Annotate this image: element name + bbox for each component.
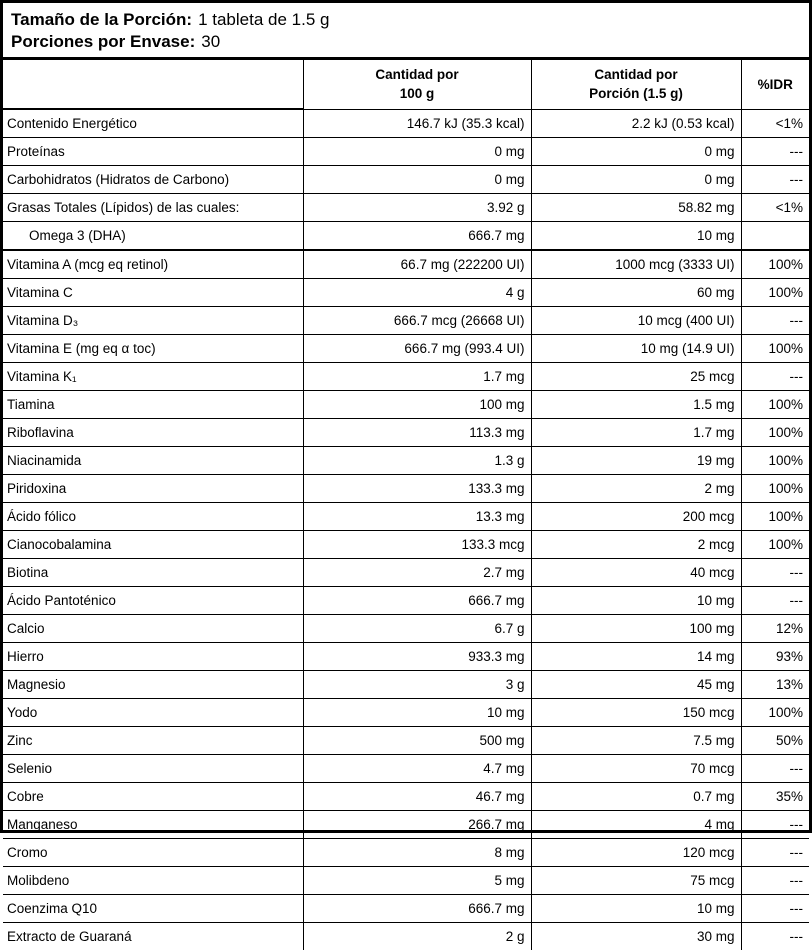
row-idr-percent: --- (741, 138, 809, 166)
row-idr-percent: --- (741, 867, 809, 895)
table-row (3, 391, 809, 419)
row-amount-per-100g: 6.7 g (303, 615, 531, 643)
row-amount-per-100g: 666.7 mg (303, 895, 531, 923)
row-amount-per-100g: 100 mg (303, 391, 531, 419)
nutrition-table (3, 60, 809, 950)
table-row (3, 727, 809, 755)
row-nutrient-name: Vitamina E (mg eq α toc) (3, 335, 303, 363)
row-nutrient-name: Coenzima Q10 (3, 895, 303, 923)
table-row (3, 250, 809, 279)
row-amount-per-100g: 666.7 mg (303, 222, 531, 251)
row-amount-per-portion: 1000 mcg (3333 UI) (531, 250, 741, 279)
column-header-per-portion-line1: Cantidad por (532, 65, 741, 84)
table-body (3, 109, 809, 950)
table-row (3, 447, 809, 475)
row-amount-per-portion: 10 mg (14.9 UI) (531, 335, 741, 363)
row-nutrient-name: Omega 3 (DHA) (3, 222, 303, 251)
row-amount-per-portion: 10 mcg (400 UI) (531, 307, 741, 335)
row-amount-per-100g: 2.7 mg (303, 559, 531, 587)
row-amount-per-portion: 10 mg (531, 587, 741, 615)
row-nutrient-name: Yodo (3, 699, 303, 727)
row-amount-per-100g: 133.3 mg (303, 475, 531, 503)
row-amount-per-100g: 8 mg (303, 839, 531, 867)
row-amount-per-100g: 146.7 kJ (35.3 kcal) (303, 109, 531, 138)
row-amount-per-portion: 7.5 mg (531, 727, 741, 755)
table-row (3, 531, 809, 559)
row-nutrient-name: Proteínas (3, 138, 303, 166)
table-header-row (3, 60, 809, 109)
row-nutrient-name: Magnesio (3, 671, 303, 699)
table-row (3, 699, 809, 727)
row-amount-per-portion: 10 mg (531, 895, 741, 923)
table-row (3, 615, 809, 643)
row-idr-percent: 100% (741, 250, 809, 279)
row-nutrient-name: Hierro (3, 643, 303, 671)
table-row (3, 475, 809, 503)
row-amount-per-100g: 666.7 mg (303, 587, 531, 615)
row-amount-per-portion: 1.5 mg (531, 391, 741, 419)
row-amount-per-portion: 2.2 kJ (0.53 kcal) (531, 109, 741, 138)
row-amount-per-portion: 2 mg (531, 475, 741, 503)
row-amount-per-portion: 4 mg (531, 811, 741, 839)
row-idr-percent: 100% (741, 279, 809, 307)
row-idr-percent: --- (741, 839, 809, 867)
column-header-per-portion (531, 60, 741, 109)
row-amount-per-100g: 5 mg (303, 867, 531, 895)
row-idr-percent: 100% (741, 699, 809, 727)
row-idr-percent: 100% (741, 531, 809, 559)
table-row (3, 755, 809, 783)
row-amount-per-100g: 266.7 mg (303, 811, 531, 839)
row-amount-per-portion: 0.7 mg (531, 783, 741, 811)
row-amount-per-portion: 0 mg (531, 166, 741, 194)
row-nutrient-name: Ácido fólico (3, 503, 303, 531)
column-header-nutrient (3, 60, 303, 109)
row-nutrient-name: Zinc (3, 727, 303, 755)
row-amount-per-portion: 1.7 mg (531, 419, 741, 447)
row-amount-per-portion: 75 mcg (531, 867, 741, 895)
row-nutrient-name: Cianocobalamina (3, 531, 303, 559)
row-nutrient-name: Vitamina D₃ (3, 307, 303, 335)
row-idr-percent: 50% (741, 727, 809, 755)
row-nutrient-name: Niacinamida (3, 447, 303, 475)
table-row (3, 222, 809, 251)
table-row (3, 559, 809, 587)
row-idr-percent: 13% (741, 671, 809, 699)
row-amount-per-portion: 2 mcg (531, 531, 741, 559)
row-amount-per-100g: 0 mg (303, 138, 531, 166)
table-row (3, 643, 809, 671)
row-amount-per-100g: 113.3 mg (303, 419, 531, 447)
row-idr-percent: --- (741, 811, 809, 839)
row-nutrient-name: Cromo (3, 839, 303, 867)
servings-per-container-line (11, 31, 809, 53)
row-idr-percent (741, 222, 809, 251)
table-row (3, 138, 809, 166)
row-idr-percent: <1% (741, 194, 809, 222)
row-amount-per-portion: 19 mg (531, 447, 741, 475)
row-nutrient-name: Ácido Pantoténico (3, 587, 303, 615)
row-idr-percent: --- (741, 895, 809, 923)
row-amount-per-100g: 13.3 mg (303, 503, 531, 531)
row-amount-per-100g: 4 g (303, 279, 531, 307)
servings-per-container-value: 30 (195, 32, 220, 51)
row-idr-percent: 100% (741, 475, 809, 503)
table-row (3, 166, 809, 194)
row-idr-percent: 100% (741, 503, 809, 531)
row-amount-per-100g: 1.7 mg (303, 363, 531, 391)
row-nutrient-name: Biotina (3, 559, 303, 587)
row-nutrient-name: Vitamina A (mcg eq retinol) (3, 250, 303, 279)
table-row (3, 895, 809, 923)
row-amount-per-portion: 10 mg (531, 222, 741, 251)
table-row (3, 839, 809, 867)
row-amount-per-portion: 100 mg (531, 615, 741, 643)
row-nutrient-name: Extracto de Guaraná (3, 923, 303, 950)
servings-per-container-label: Porciones por Envase: (11, 32, 195, 51)
row-amount-per-portion: 14 mg (531, 643, 741, 671)
table-row (3, 194, 809, 222)
row-nutrient-name: Molibdeno (3, 867, 303, 895)
row-amount-per-100g: 133.3 mcg (303, 531, 531, 559)
row-amount-per-portion: 45 mg (531, 671, 741, 699)
row-nutrient-name: Piridoxina (3, 475, 303, 503)
table-row (3, 279, 809, 307)
table-row (3, 363, 809, 391)
row-amount-per-portion: 60 mg (531, 279, 741, 307)
table-row (3, 335, 809, 363)
table-row (3, 109, 809, 138)
table-row (3, 923, 809, 950)
row-nutrient-name: Cobre (3, 783, 303, 811)
row-amount-per-100g: 666.7 mg (993.4 UI) (303, 335, 531, 363)
table-row (3, 307, 809, 335)
table-row (3, 783, 809, 811)
row-amount-per-portion: 70 mcg (531, 755, 741, 783)
row-amount-per-portion: 40 mcg (531, 559, 741, 587)
column-header-per-100g-line1: Cantidad por (304, 65, 531, 84)
row-amount-per-100g: 46.7 mg (303, 783, 531, 811)
row-idr-percent: --- (741, 587, 809, 615)
row-nutrient-name: Carbohidratos (Hidratos de Carbono) (3, 166, 303, 194)
row-amount-per-portion: 200 mcg (531, 503, 741, 531)
table-row (3, 811, 809, 839)
column-header-per-100g-line2: 100 g (304, 84, 531, 103)
row-amount-per-100g: 3.92 g (303, 194, 531, 222)
row-amount-per-100g: 933.3 mg (303, 643, 531, 671)
row-idr-percent: 100% (741, 391, 809, 419)
row-idr-percent: --- (741, 363, 809, 391)
serving-size-label: Tamaño de la Porción: (11, 10, 192, 29)
row-idr-percent: 93% (741, 643, 809, 671)
row-nutrient-name: Manganeso (3, 811, 303, 839)
row-amount-per-100g: 1.3 g (303, 447, 531, 475)
row-idr-percent: --- (741, 755, 809, 783)
row-nutrient-name: Calcio (3, 615, 303, 643)
row-amount-per-portion: 150 mcg (531, 699, 741, 727)
row-idr-percent: --- (741, 559, 809, 587)
row-amount-per-100g: 500 mg (303, 727, 531, 755)
row-amount-per-100g: 4.7 mg (303, 755, 531, 783)
row-amount-per-100g: 3 g (303, 671, 531, 699)
row-idr-percent: --- (741, 307, 809, 335)
table-row (3, 671, 809, 699)
serving-size-value: 1 tableta de 1.5 g (192, 10, 329, 29)
row-idr-percent: --- (741, 166, 809, 194)
row-amount-per-portion: 0 mg (531, 138, 741, 166)
serving-header (3, 3, 809, 60)
column-header-idr: %IDR (741, 60, 809, 109)
row-idr-percent: 100% (741, 335, 809, 363)
row-nutrient-name: Vitamina C (3, 279, 303, 307)
row-amount-per-portion: 30 mg (531, 923, 741, 950)
row-nutrient-name: Grasas Totales (Lípidos) de las cuales: (3, 194, 303, 222)
table-row (3, 587, 809, 615)
column-header-per-portion-line2: Porción (1.5 g) (532, 84, 741, 103)
row-amount-per-portion: 25 mcg (531, 363, 741, 391)
row-nutrient-name: Selenio (3, 755, 303, 783)
row-idr-percent: <1% (741, 109, 809, 138)
table-row (3, 419, 809, 447)
serving-size-line (11, 9, 809, 31)
table-row (3, 867, 809, 895)
column-header-per-100g (303, 60, 531, 109)
row-nutrient-name: Vitamina K₁ (3, 363, 303, 391)
table-header (3, 60, 809, 109)
row-idr-percent: 12% (741, 615, 809, 643)
row-idr-percent: --- (741, 923, 809, 950)
row-nutrient-name: Tiamina (3, 391, 303, 419)
row-amount-per-portion: 120 mcg (531, 839, 741, 867)
row-amount-per-100g: 0 mg (303, 166, 531, 194)
row-amount-per-100g: 66.7 mg (222200 UI) (303, 250, 531, 279)
row-idr-percent: 100% (741, 419, 809, 447)
table-row (3, 503, 809, 531)
row-amount-per-100g: 666.7 mcg (26668 UI) (303, 307, 531, 335)
row-idr-percent: 35% (741, 783, 809, 811)
row-amount-per-portion: 58.82 mg (531, 194, 741, 222)
row-amount-per-100g: 2 g (303, 923, 531, 950)
row-nutrient-name: Riboflavina (3, 419, 303, 447)
row-nutrient-name: Contenido Energético (3, 109, 303, 138)
row-amount-per-100g: 10 mg (303, 699, 531, 727)
row-idr-percent: 100% (741, 447, 809, 475)
